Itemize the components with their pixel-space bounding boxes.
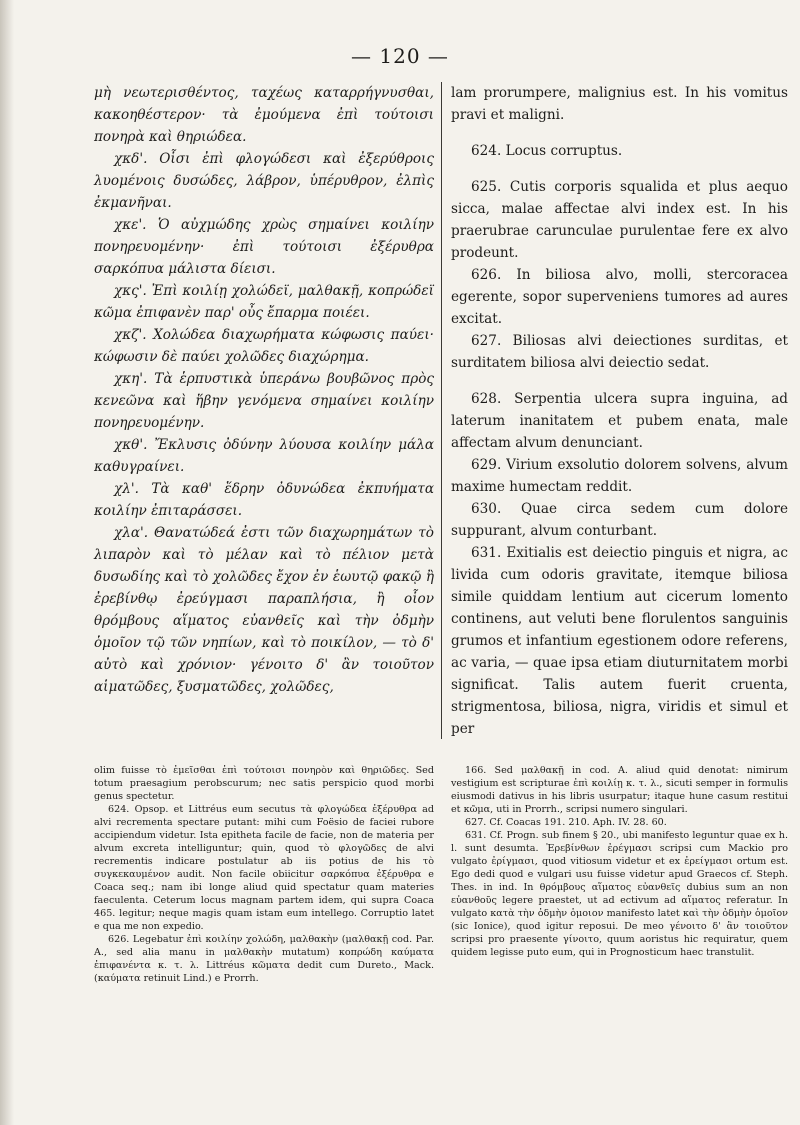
latin-translation-625: 625. Cutis corporis squalida et plus aequo sicca, malae affectae alvi index est. In his praerubrae carunculae purulentae fere ex alvo prodeunt.	[451, 179, 788, 261]
greek-aphorism-625: χκε'. Ὁ αὐχμώδης χρὼς σημαίνει κοιλίην πονηρευομένην· ἐπὶ τούτοισι ἐξέρυθρα σαρκόπυα μάλιστα δίεισι.	[94, 217, 434, 277]
column-divider	[441, 82, 442, 739]
greek-column	[94, 82, 434, 698]
latin-translation-631: 631. Exitialis est deiectio pinguis et nigra, ac livida cum odoris gravitate, itemque biliosa simile quiddam lentium aut cicerum lomento continens, aut veluti bene florulentos sanguinis grumos et infantium egestionem odore referens, ac varia, — quae ipsa etiam diuturnitatem morbi significat. Talis autem fuerit cruenta, strigmentosa, biliosa, nigra, viridis et simul et per	[451, 545, 788, 737]
greek-aphorism-624: χκδ'. Οἷσι ἐπὶ φλογώδεσι καὶ ἐξερύθροις λυομένοις δυσώδες, λάβρον, ὑπέρυθρον, ἐλπὶς ἐκμανῆναι.	[94, 151, 434, 211]
greek-aphorism-630: χλ'. Τὰ καθ' ἕδρην ὀδυνώδεα ἐκπυήματα κοιλίην ἐπιταράσσει.	[94, 481, 434, 519]
latin-column	[451, 82, 788, 740]
latin-paragraph-continuation: lam prorumpere, malignius est. In his vomitus pravi et maligni.	[451, 85, 788, 123]
greek-aphorism-631: χλα'. Θανατώδεά ἐστι τῶν διαχωρημάτων τὸ λιπαρὸν καὶ τὸ μέλαν καὶ τὸ πέλιον μετὰ δυσωδίης καὶ τὸ χολῶδες ἔχον ἐν ἑωυτῷ φακῷ ἢ ἐρεβίνθῳ ἐρεύγμασι παραπλήσια, ἢ οἷον θρόμβους αἵματος εὐανθεῖς καὶ τὴν ὀδμὴν ὁμοῖον τῷ τῶν νηπίων, καὶ τὸ ποικίλον, — τὸ δ' αὐτὸ καὶ χρόνιον· γένοιτο δ' ἂν τοιοῦτον αἱματῶδες, ξυσματῶδες, χολῶδες,	[94, 525, 434, 695]
footnotes-left	[94, 764, 434, 985]
footnote-continuation: olim fuisse τὸ ἐμεῖσθαι ἐπὶ τούτοισι πονηρὸν καὶ θηριῶδες. Sed totum praesagium perobscurum; nec satis perspicio quod morbi genus spectetur.	[94, 765, 434, 802]
greek-aphorism-626: χκς'. Ἐπὶ κοιλίῃ χολώδεϊ, μαλθακῇ, κοπρώδεϊ κῶμα ἐπιφανὲν παρ' οὖς ἔπαρμα ποιέει.	[94, 283, 434, 321]
footnote-631: 631. Cf. Progn. sub finem § 20., ubi manifesto leguntur quae ex h. l. sunt desumta. Ἐρεβίνθων ἐρέγμασι scripsi cum Mackio pro vulgato ἐρίγμασι, quod vitiosum videtur et ex ἐρείγμασι ortum est. Ego dedi quod e vulgari usu fuisse videtur apud Graecos cf. Steph. Thes. in ind. In θρόμβους αἵματος εὐανθεῖς dubius sum an non εὐανθοῦς legere praestet, ut ad ectivum ad αἵματος referatur. In vulgato κατὰ τὴν ὀδμὴν ὁμοιον manifesto latet καὶ τὴν ὀδμὴν ὁμοῖον (sic Ionice), quod igitur reposui. De meo γένοιτο δ' ἂν τοιοῦτον scripsi pro praesente γίνοιτο, quum aoristus hic requiratur, quem quidem legisse puto eum, qui in Prognosticum haec transtulit.	[451, 830, 788, 958]
page-number: — 120 —	[351, 44, 449, 68]
greek-aphorism-629: χκθ'. Ἔκλυσις ὀδύνην λύουσα κοιλίην μάλα καθυγραίνει.	[94, 437, 434, 475]
footnote-627: 627. Cf. Coacas 191. 210. Aph. IV. 28. 60.	[465, 817, 667, 828]
latin-translation-627: 627. Biliosas alvi deiectiones surditas, et surditatem biliosa alvi deiectio sedat.	[451, 333, 788, 371]
latin-translation-626: 626. In biliosa alvo, molli, stercoracea egerente, sopor superveniens tumores ad aures excitat.	[451, 267, 788, 327]
latin-624-text: 624. Locus corruptus.	[471, 143, 623, 159]
footnotes-right	[451, 764, 788, 959]
footnote-626: 626. Legebatur ἐπὶ κοιλίην χολώδη, μαλθακὴν (μαλθακῇ cod. Par. A., sed alia manu in μαλθακὴν mutatum) κοπρώδη καύματα ἐπιφανέντα κ. τ. λ. Littréus κῶματα dedit cum Dureto., Mack. (καύματα retinuit Lind.) e Prorrh.	[94, 934, 434, 984]
footnote-626-cont: 166. Sed μαλθακῇ in cod. A. aliud quid denotat: nimirum vestigium est scripturae ἐπὶ κοιλίῃ κ. τ. λ., sicuti semper in formulis eiusmodi dativus in his libris usurpatur; itaque hune casum restitui et κῶμα, uti in Prorrh., scripsi numero singulari.	[451, 765, 788, 815]
greek-paragraph-continuation: μὴ νεωτερισθέντος, ταχέως καταρρήγνυσθαι, κακοηθέστερον· τὰ ἐμούμενα ἐπὶ τούτοισι πονηρὰ καὶ θηριώδεα.	[94, 85, 434, 145]
latin-translation-630: 630. Quae circa sedem cum dolore suppurant, alvum conturbant.	[451, 501, 788, 539]
scan-shadow	[0, 0, 14, 1125]
footnote-624: 624. Opsop. et Littréus eum secutus τὰ φλογώδεα ἐξέρυθρα ad alvi recrementa spectare putant: mihi cum Foësio de faciei rubore accipiendum videtur. Ista epitheta facile de facie, non de materia per alvum excreta intelliguntur; quin, quod τὸ φλογῶδες de alvi recrementis indicare postulatur ab iis potius de his τὸ συγκεκαυμένον audit. Non facile obiicitur σαρκόπυα ἐξέρυθρα e Coaca seq.; nam ibi longe aliud quid spectatur quam materies faeculenta. Ceterum locus magnam partem idem, qui supra Coaca 465. legitur; neque magis quam istam eum intellego. Corruptio latet e qua me non expedio.	[94, 804, 434, 932]
greek-aphorism-628: χκη'. Τὰ ἑρπυστικὰ ὑπεράνω βουβῶνος πρὸς κενεῶνα καὶ ἥβην γενόμενα σημαίνει κοιλίην πονηρευομένην.	[94, 371, 434, 431]
latin-translation-624	[451, 140, 788, 162]
latin-translation-629: 629. Virium exsolutio dolorem solvens, alvum maxime humectam reddit.	[451, 457, 788, 495]
latin-translation-628: 628. Serpentia ulcera supra inguina, ad laterum inanitatem et pubem enata, male affectam alvum denunciant.	[451, 391, 788, 451]
greek-aphorism-627: χκζ'. Χολώδεα διαχωρήματα κώφωσις παύει· κώφωσιν δὲ παύει χολῶδες διαχώρημα.	[94, 327, 434, 365]
